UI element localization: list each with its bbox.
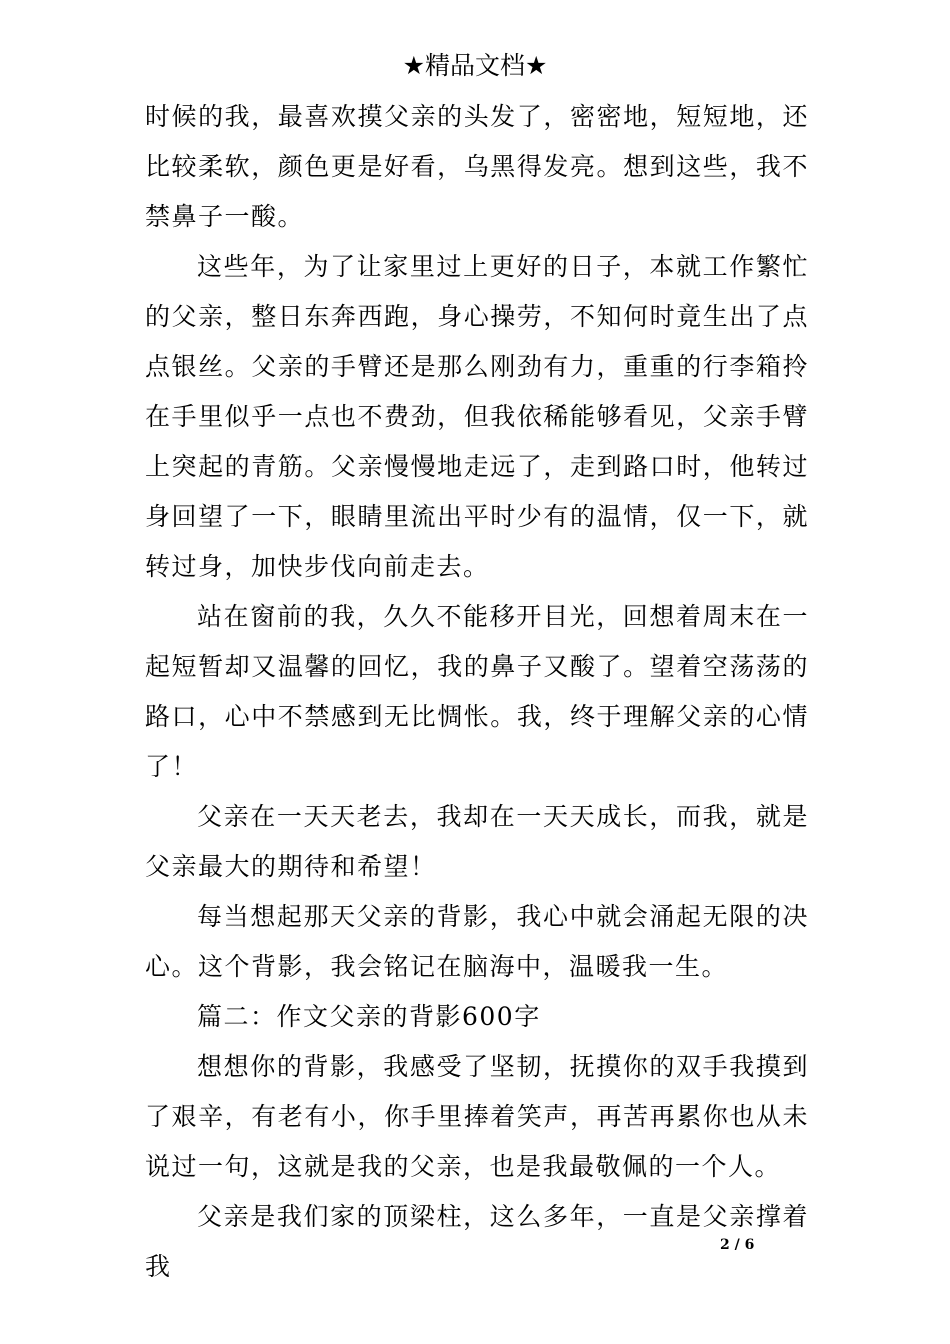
paragraph: 每当想起那天父亲的背影，我心中就会涌起无限的决心。这个背影，我会铭记在脑海中，温暖我一生。 (145, 902, 809, 981)
paragraph: 站在窗前的我，久久不能移开目光，回想着周末在一起短暂却又温馨的回忆，我的鼻子又酸了。望着空荡荡的路口，心中不禁感到无比惆怅。我，终于理解父亲的心情了！ (145, 602, 809, 781)
paragraph: 想想你的背影，我感受了坚韧，抚摸你的双手我摸到了艰辛，有老有小，你手里捧着笑声，再苦再累你也从未说过一句，这就是我的父亲，也是我最敬佩的一个人。 (145, 1052, 809, 1181)
page-header: ★精品文档★ (402, 51, 548, 80)
paragraph: 时候的我，最喜欢摸父亲的头发了，密密地，短短地，还比较柔软，颜色更是好看，乌黑得发亮。想到这些，我不禁鼻子一酸。 (145, 102, 809, 231)
document-body (145, 92, 809, 1292)
paragraph: 这些年，为了让家里过上更好的日子，本就工作繁忙的父亲，整日东奔西跑，身心操劳，不知何时竟生出了点点银丝。父亲的手臂还是那么刚劲有力，重重的行李箱拎在手里似乎一点也不费劲，但我依稀能够看见，父亲手臂上突起的青筋。父亲慢慢地走远了，走到路口时，他转过身回望了一下，眼睛里流出平时少有的温情，仅一下，就转过身，加快步伐向前走去。 (145, 252, 809, 581)
paragraph: 父亲是我们家的顶梁柱，这么多年，一直是父亲撑着我 (145, 1202, 809, 1281)
page-number: 2 / 6 (720, 1237, 755, 1253)
paragraph: 父亲在一天天老去，我却在一天天成长，而我，就是父亲最大的期待和希望！ (145, 802, 809, 881)
section-heading: 篇二：作文父亲的背影600字 (197, 1002, 541, 1031)
